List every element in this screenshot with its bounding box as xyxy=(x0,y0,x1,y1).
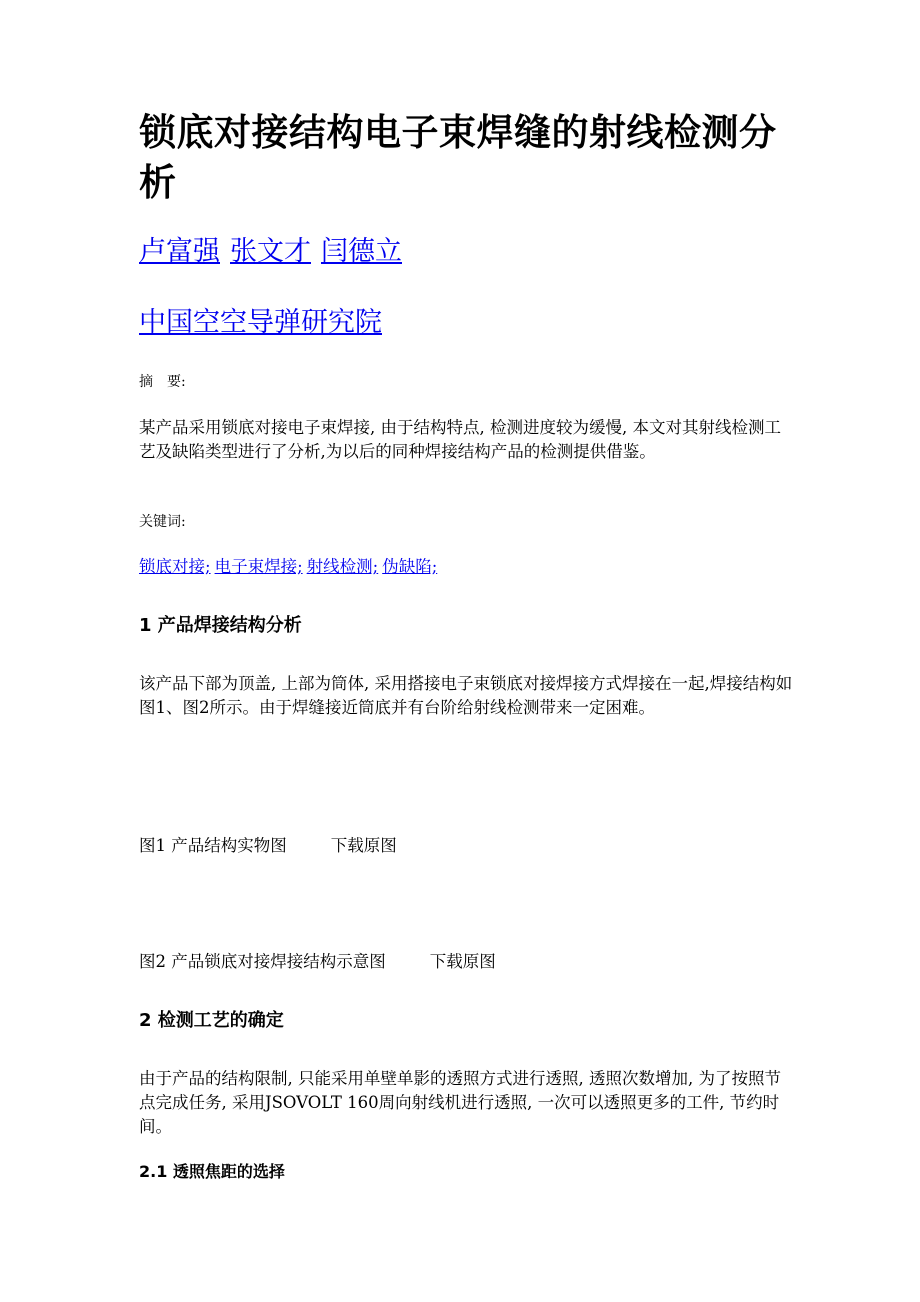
author-link-1[interactable]: 卢富强 xyxy=(139,236,220,267)
author-list xyxy=(139,232,412,272)
keyword-link-4[interactable]: 伪缺陷; xyxy=(382,557,438,576)
section-1-text: 该产品下部为顶盖, 上部为筒体, 采用搭接电子束锁底对接焊接方式焊接在一起,焊接结构如图1、图2所示。由于焊缝接近筒底并有台阶给射线检测带来一定困难。 xyxy=(139,674,793,717)
section-1-heading: 1 产品焊接结构分析 xyxy=(139,615,302,636)
abstract-label: 摘 要: xyxy=(139,374,186,390)
author-link-3[interactable]: 闫德立 xyxy=(321,236,402,267)
figure-2-caption: 图2 产品锁底对接焊接结构示意图 xyxy=(139,952,386,971)
figure-2-caption-row xyxy=(139,950,496,974)
organization-link[interactable]: 中国空空导弹研究院 xyxy=(139,307,382,338)
affiliation xyxy=(139,303,382,343)
keyword-link-2[interactable]: 电子束焊接; xyxy=(214,557,303,576)
figure-1-download-link[interactable]: 下载原图 xyxy=(330,836,397,855)
figure-1-caption: 图1 产品结构实物图 xyxy=(139,836,287,855)
author-link-2[interactable]: 张文才 xyxy=(230,236,311,267)
keyword-link-1[interactable]: 锁底对接; xyxy=(139,557,211,576)
section-2-1-heading: 2.1 透照焦距的选择 xyxy=(139,1162,285,1181)
section-2-heading: 2 检测工艺的确定 xyxy=(139,1010,284,1031)
abstract-text: 某产品采用锁底对接电子束焊接, 由于结构特点, 检测进度较为缓慢, 本文对其射线检测工艺及缺陷类型进行了分析,为以后的同种焊接结构产品的检测提供借鉴。 xyxy=(139,418,781,461)
keyword-list xyxy=(139,555,441,579)
keyword-link-3[interactable]: 射线检测; xyxy=(306,557,379,576)
article-title: 锁底对接结构电子束焊缝的射线检测分析 xyxy=(139,111,777,204)
figure-2-download-link[interactable]: 下载原图 xyxy=(429,952,496,971)
section-2-text: 由于产品的结构限制, 只能采用单壁单影的透照方式进行透照, 透照次数增加, 为了按照节点完成任务, 采用JSOVOLT 160周向射线机进行透照, 一次可以透照更多的工件, 节约时间。 xyxy=(139,1069,781,1136)
figure-1-caption-row xyxy=(139,834,397,858)
keywords-label: 关键词: xyxy=(139,514,186,530)
